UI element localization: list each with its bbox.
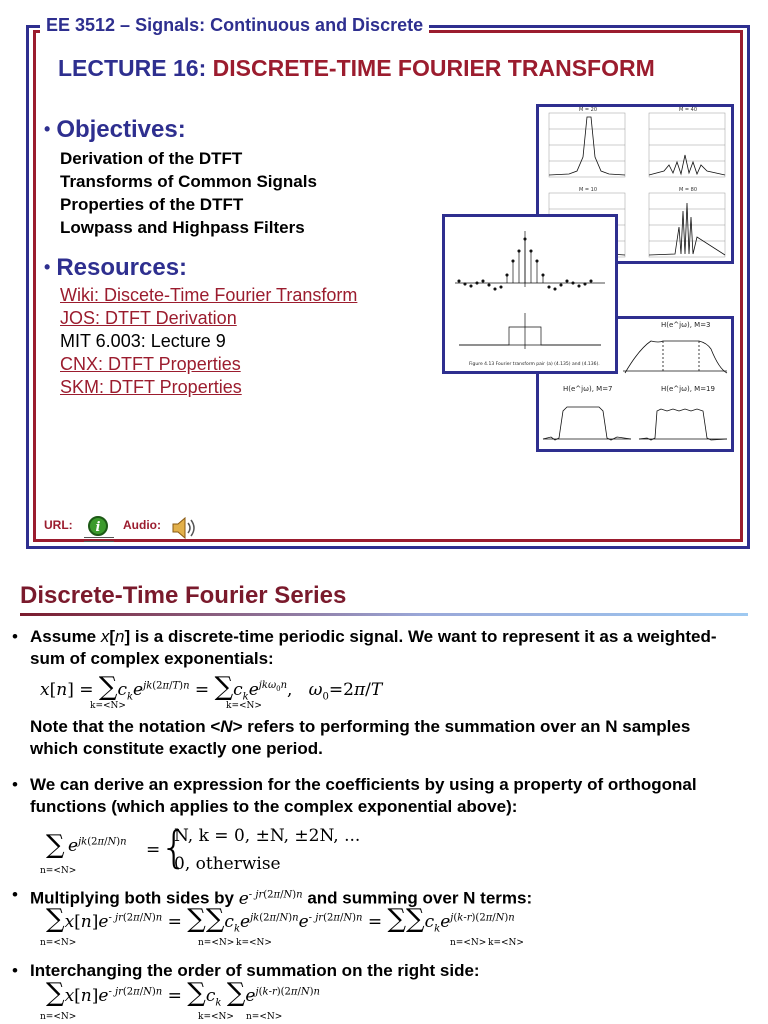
bullet-orthogonal: • We can derive an expression for the coefficients by using a property of orthogonal functions (which applies to the complex exponential above): bbox=[12, 775, 697, 816]
plot-label: H(e^jω), M=7 bbox=[563, 385, 613, 393]
bullet-multiplying: • Multiplying both sides by $e^{- jr(2\pi/N)n}$ and summing over N terms: bbox=[12, 885, 533, 909]
plot-label: H(e^jω), M=19 bbox=[661, 385, 715, 393]
objectives-heading: • Objectives: bbox=[44, 116, 186, 143]
resources-heading: • Resources: bbox=[44, 254, 188, 281]
bullet-assume: • Assume x[n] is a discrete-time periodic signal. We want to represent it as a weighted-sum of complex exponentials: bbox=[12, 627, 717, 668]
figure-transform-pair bbox=[442, 214, 618, 374]
objective-item: Transforms of Common Signals bbox=[60, 172, 317, 191]
info-icon[interactable]: i bbox=[88, 516, 108, 536]
resources-list bbox=[60, 284, 357, 399]
bullet-icon: • bbox=[44, 119, 51, 139]
plot-label: M = 10 bbox=[579, 187, 598, 193]
plot-label: H(e^jω), M=3 bbox=[661, 321, 711, 329]
resource-text-mit: MIT 6.003: Lecture 9 bbox=[60, 331, 226, 351]
bullet-interchanging: • Interchanging the order of summation on the right side: bbox=[12, 961, 480, 980]
course-title: EE 3512 – Signals: Continuous and Discrete bbox=[40, 15, 429, 36]
lecture-title bbox=[58, 55, 655, 82]
resource-link-skm[interactable]: SKM: DTFT Properties bbox=[60, 377, 242, 397]
resource-link-wiki[interactable]: Wiki: Discete-Time Fourier Transform bbox=[60, 285, 358, 305]
bullet-icon: • bbox=[12, 775, 18, 794]
equation-fourier-series: $x[n] = \sum c_ke^{jk(2\pi/T)n} = \sum c_ke^{jk\omega_0n}$, $\omega_0=2\pi/T$ k=<N> k=<N> bbox=[40, 672, 383, 711]
plot-label: M = 40 bbox=[679, 107, 698, 113]
slide2-title: Discrete-Time Fourier Series bbox=[20, 582, 347, 609]
objective-item: Properties of the DTFT bbox=[60, 195, 244, 214]
bullet-icon: • bbox=[12, 961, 18, 980]
objectives-list bbox=[60, 147, 317, 239]
bullet-icon: • bbox=[12, 885, 18, 904]
resource-link-jos[interactable]: JOS: DTFT Derivation bbox=[60, 308, 237, 328]
resource-link-cnx[interactable]: CNX: DTFT Properties bbox=[60, 354, 241, 374]
lecture-topic: DISCRETE-TIME FOURIER TRANSFORM bbox=[212, 55, 655, 81]
lecture-prefix: LECTURE 16: bbox=[58, 55, 207, 81]
title-rule bbox=[20, 613, 748, 616]
plot-label: M = 80 bbox=[679, 187, 698, 193]
audio-label: Audio: bbox=[123, 518, 161, 532]
objective-item: Lowpass and Highpass Filters bbox=[60, 218, 305, 237]
bullet-icon: • bbox=[12, 627, 18, 646]
info-icon-base bbox=[84, 537, 114, 542]
url-label: URL: bbox=[44, 518, 73, 532]
equation-interchange: $\sum x[n]e^{- jr(2\pi/N)n} = \sum c_k$ $\sum e^{j(k-r)(2\pi/N)n}$ n=<N> k=<N> n=<N> bbox=[40, 978, 320, 1022]
plot-label: M = 20 bbox=[579, 107, 598, 113]
bullet-icon: • bbox=[44, 257, 51, 277]
equation-multiply: $\sum x[n]e^{- jr(2\pi/N)n} = \sum\sum c_ke^{jk(2\pi/N)n}e^{- jr(2\pi/N)n} = \sum\sum c_ke^{j(k-r)(2\pi/N)n}$ n=<N> n=<N> k=<N> n=<N> k=<N> bbox=[40, 904, 524, 948]
figure-caption: Figure 4.13 Fourier transform pair (a) (4.135) and (4.136). bbox=[469, 362, 600, 367]
speaker-icon[interactable] bbox=[170, 514, 198, 542]
objective-item: Derivation of the DTFT bbox=[60, 149, 243, 168]
note-notation: Note that the notation <N> refers to performing the summation over an N samples which constitute exactly one period. bbox=[30, 717, 691, 758]
